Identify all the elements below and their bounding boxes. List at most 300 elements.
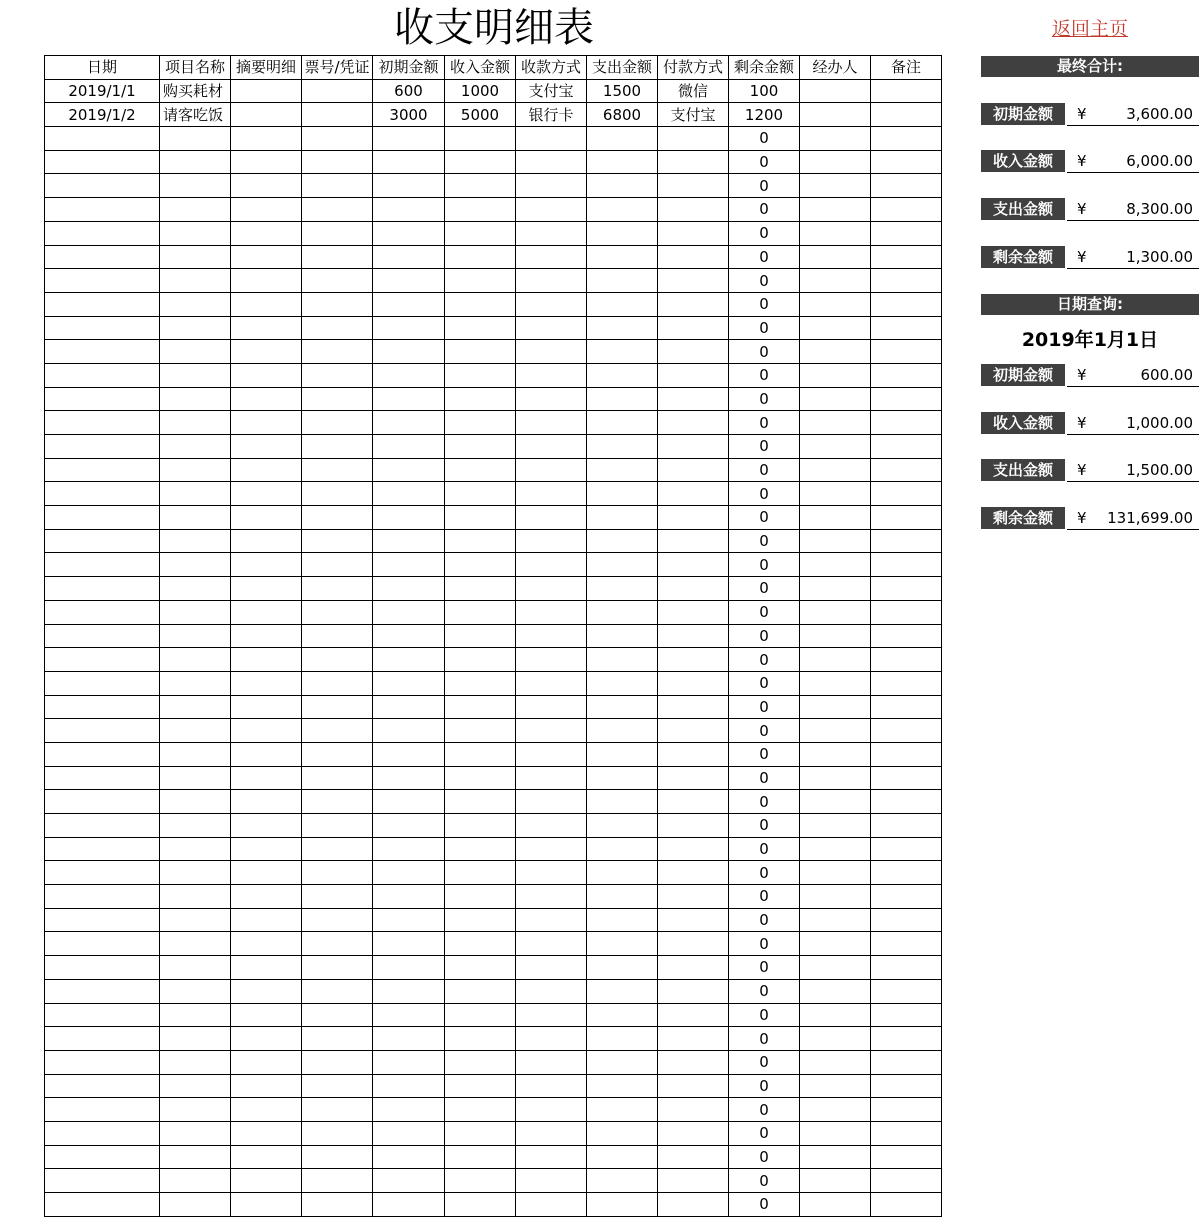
cell-handler[interactable] — [800, 648, 871, 672]
cell-expense-amount[interactable] — [587, 529, 658, 553]
col-header-remarks[interactable]: 备注 — [871, 56, 942, 80]
cell-voucher[interactable] — [302, 363, 373, 387]
cell-handler[interactable] — [800, 553, 871, 577]
cell-remaining-amount[interactable]: 0 — [729, 150, 800, 174]
cell-date[interactable] — [45, 506, 160, 530]
cell-item-name[interactable] — [160, 577, 231, 601]
cell-payment-method[interactable] — [658, 506, 729, 530]
cell-handler[interactable] — [800, 671, 871, 695]
cell-remarks[interactable] — [871, 1027, 942, 1051]
cell-income-amount[interactable] — [445, 245, 516, 269]
cell-voucher[interactable] — [302, 103, 373, 127]
cell-voucher[interactable] — [302, 1193, 373, 1217]
cell-date[interactable] — [45, 695, 160, 719]
cell-income-amount[interactable] — [445, 956, 516, 980]
cell-expense-amount[interactable] — [587, 340, 658, 364]
cell-item-name[interactable] — [160, 245, 231, 269]
cell-date[interactable] — [45, 719, 160, 743]
cell-receipt-method[interactable] — [516, 174, 587, 198]
cell-expense-amount[interactable] — [587, 506, 658, 530]
cell-remarks[interactable] — [871, 292, 942, 316]
cell-receipt-method[interactable] — [516, 245, 587, 269]
cell-handler[interactable] — [800, 292, 871, 316]
cell-handler[interactable] — [800, 411, 871, 435]
cell-receipt-method[interactable] — [516, 1050, 587, 1074]
cell-expense-amount[interactable] — [587, 150, 658, 174]
cell-receipt-method[interactable] — [516, 577, 587, 601]
cell-voucher[interactable] — [302, 695, 373, 719]
cell-income-amount[interactable] — [445, 387, 516, 411]
cell-payment-method[interactable] — [658, 671, 729, 695]
cell-handler[interactable] — [800, 861, 871, 885]
cell-summary[interactable] — [231, 1003, 302, 1027]
cell-handler[interactable] — [800, 885, 871, 909]
cell-remaining-amount[interactable]: 0 — [729, 1027, 800, 1051]
final-total-value-cell[interactable] — [1067, 103, 1199, 126]
cell-receipt-method[interactable] — [516, 932, 587, 956]
cell-voucher[interactable] — [302, 1145, 373, 1169]
cell-summary[interactable] — [231, 482, 302, 506]
cell-item-name[interactable] — [160, 885, 231, 909]
cell-voucher[interactable] — [302, 553, 373, 577]
cell-initial-amount[interactable] — [373, 363, 445, 387]
cell-date[interactable] — [45, 1193, 160, 1217]
cell-remarks[interactable] — [871, 1145, 942, 1169]
cell-handler[interactable] — [800, 269, 871, 293]
cell-date[interactable] — [45, 648, 160, 672]
cell-income-amount[interactable] — [445, 458, 516, 482]
cell-initial-amount[interactable] — [373, 671, 445, 695]
cell-date[interactable] — [45, 837, 160, 861]
cell-receipt-method[interactable] — [516, 814, 587, 838]
cell-receipt-method[interactable] — [516, 719, 587, 743]
cell-remaining-amount[interactable]: 0 — [729, 198, 800, 222]
cell-date[interactable] — [45, 127, 160, 151]
cell-handler[interactable] — [800, 363, 871, 387]
final-total-value-cell[interactable] — [1067, 198, 1199, 221]
cell-initial-amount[interactable] — [373, 766, 445, 790]
cell-voucher[interactable] — [302, 482, 373, 506]
cell-summary[interactable] — [231, 292, 302, 316]
col-header-payment-method[interactable]: 付款方式 — [658, 56, 729, 80]
cell-date[interactable] — [45, 671, 160, 695]
cell-receipt-method[interactable] — [516, 695, 587, 719]
cell-expense-amount[interactable] — [587, 1169, 658, 1193]
cell-expense-amount[interactable] — [587, 198, 658, 222]
cell-summary[interactable] — [231, 956, 302, 980]
cell-item-name[interactable] — [160, 174, 231, 198]
cell-voucher[interactable] — [302, 719, 373, 743]
cell-remaining-amount[interactable]: 0 — [729, 648, 800, 672]
cell-income-amount[interactable] — [445, 814, 516, 838]
cell-receipt-method[interactable] — [516, 956, 587, 980]
cell-expense-amount[interactable] — [587, 908, 658, 932]
cell-date[interactable] — [45, 340, 160, 364]
cell-expense-amount[interactable] — [587, 1027, 658, 1051]
cell-item-name[interactable] — [160, 340, 231, 364]
cell-remarks[interactable] — [871, 837, 942, 861]
cell-handler[interactable] — [800, 387, 871, 411]
cell-remaining-amount[interactable]: 0 — [729, 127, 800, 151]
cell-payment-method[interactable] — [658, 150, 729, 174]
cell-summary[interactable] — [231, 1050, 302, 1074]
cell-receipt-method[interactable] — [516, 529, 587, 553]
cell-voucher[interactable] — [302, 1074, 373, 1098]
cell-remaining-amount[interactable]: 0 — [729, 387, 800, 411]
cell-payment-method[interactable] — [658, 577, 729, 601]
cell-remarks[interactable] — [871, 790, 942, 814]
cell-summary[interactable] — [231, 600, 302, 624]
cell-item-name[interactable] — [160, 1003, 231, 1027]
cell-payment-method[interactable] — [658, 861, 729, 885]
cell-summary[interactable] — [231, 79, 302, 103]
cell-item-name[interactable] — [160, 1074, 231, 1098]
cell-item-name[interactable] — [160, 742, 231, 766]
cell-initial-amount[interactable] — [373, 292, 445, 316]
cell-initial-amount[interactable] — [373, 1121, 445, 1145]
col-header-item-name[interactable]: 项目名称 — [160, 56, 231, 80]
cell-summary[interactable] — [231, 719, 302, 743]
cell-item-name[interactable] — [160, 1193, 231, 1217]
cell-item-name[interactable] — [160, 482, 231, 506]
cell-handler[interactable] — [800, 198, 871, 222]
cell-remaining-amount[interactable]: 0 — [729, 292, 800, 316]
cell-income-amount[interactable] — [445, 316, 516, 340]
cell-expense-amount[interactable] — [587, 837, 658, 861]
cell-payment-method[interactable] — [658, 458, 729, 482]
cell-handler[interactable] — [800, 79, 871, 103]
cell-remarks[interactable] — [871, 435, 942, 459]
cell-handler[interactable] — [800, 529, 871, 553]
cell-receipt-method[interactable] — [516, 1027, 587, 1051]
cell-item-name[interactable] — [160, 1050, 231, 1074]
cell-item-name[interactable] — [160, 814, 231, 838]
cell-item-name[interactable] — [160, 624, 231, 648]
return-home-link[interactable]: 返回主页 — [1051, 18, 1128, 40]
cell-date[interactable] — [45, 221, 160, 245]
cell-receipt-method[interactable] — [516, 671, 587, 695]
cell-payment-method[interactable] — [658, 979, 729, 1003]
cell-remaining-amount[interactable]: 0 — [729, 790, 800, 814]
cell-summary[interactable] — [231, 435, 302, 459]
cell-income-amount[interactable] — [445, 435, 516, 459]
cell-summary[interactable] — [231, 1121, 302, 1145]
cell-date[interactable] — [45, 482, 160, 506]
cell-date[interactable] — [45, 316, 160, 340]
cell-income-amount[interactable] — [445, 908, 516, 932]
cell-remaining-amount[interactable]: 0 — [729, 1169, 800, 1193]
cell-payment-method[interactable] — [658, 648, 729, 672]
cell-remarks[interactable] — [871, 861, 942, 885]
cell-receipt-method[interactable] — [516, 553, 587, 577]
cell-expense-amount[interactable] — [587, 221, 658, 245]
cell-summary[interactable] — [231, 908, 302, 932]
cell-voucher[interactable] — [302, 979, 373, 1003]
cell-expense-amount[interactable] — [587, 814, 658, 838]
cell-payment-method[interactable] — [658, 127, 729, 151]
cell-date[interactable] — [45, 553, 160, 577]
cell-voucher[interactable] — [302, 1121, 373, 1145]
cell-receipt-method[interactable] — [516, 387, 587, 411]
cell-receipt-method[interactable] — [516, 363, 587, 387]
cell-payment-method[interactable] — [658, 198, 729, 222]
cell-income-amount[interactable] — [445, 127, 516, 151]
cell-expense-amount[interactable] — [587, 695, 658, 719]
cell-item-name[interactable] — [160, 387, 231, 411]
cell-remarks[interactable] — [871, 600, 942, 624]
query-date-cell[interactable]: 2019年1月1日 — [1021, 329, 1159, 351]
cell-receipt-method[interactable] — [516, 648, 587, 672]
cell-voucher[interactable] — [302, 790, 373, 814]
cell-item-name[interactable] — [160, 1169, 231, 1193]
cell-voucher[interactable] — [302, 1098, 373, 1122]
cell-item-name[interactable] — [160, 932, 231, 956]
cell-expense-amount[interactable] — [587, 790, 658, 814]
cell-initial-amount[interactable] — [373, 861, 445, 885]
cell-income-amount[interactable]: 1000 — [445, 79, 516, 103]
cell-item-name[interactable] — [160, 1121, 231, 1145]
cell-item-name[interactable] — [160, 600, 231, 624]
cell-income-amount[interactable] — [445, 1098, 516, 1122]
cell-item-name[interactable] — [160, 908, 231, 932]
cell-handler[interactable] — [800, 1027, 871, 1051]
cell-date[interactable] — [45, 885, 160, 909]
cell-payment-method[interactable] — [658, 932, 729, 956]
cell-expense-amount[interactable] — [587, 1003, 658, 1027]
col-header-voucher[interactable]: 票号/凭证 — [302, 56, 373, 80]
cell-remaining-amount[interactable]: 0 — [729, 1003, 800, 1027]
cell-remarks[interactable] — [871, 221, 942, 245]
cell-income-amount[interactable] — [445, 885, 516, 909]
cell-date[interactable] — [45, 1169, 160, 1193]
cell-summary[interactable] — [231, 127, 302, 151]
cell-voucher[interactable] — [302, 885, 373, 909]
cell-expense-amount[interactable] — [587, 1121, 658, 1145]
cell-voucher[interactable] — [302, 245, 373, 269]
cell-summary[interactable] — [231, 1027, 302, 1051]
cell-payment-method[interactable] — [658, 1098, 729, 1122]
cell-voucher[interactable] — [302, 174, 373, 198]
cell-remarks[interactable] — [871, 885, 942, 909]
cell-receipt-method[interactable] — [516, 837, 587, 861]
cell-initial-amount[interactable] — [373, 719, 445, 743]
cell-payment-method[interactable] — [658, 1193, 729, 1217]
col-header-date[interactable]: 日期 — [45, 56, 160, 80]
cell-voucher[interactable] — [302, 1003, 373, 1027]
cell-income-amount[interactable] — [445, 198, 516, 222]
cell-item-name[interactable] — [160, 979, 231, 1003]
cell-voucher[interactable] — [302, 742, 373, 766]
cell-expense-amount[interactable] — [587, 363, 658, 387]
cell-initial-amount[interactable] — [373, 221, 445, 245]
cell-item-name[interactable] — [160, 198, 231, 222]
cell-receipt-method[interactable]: 支付宝 — [516, 79, 587, 103]
cell-remarks[interactable] — [871, 127, 942, 151]
cell-expense-amount[interactable]: 1500 — [587, 79, 658, 103]
cell-income-amount[interactable] — [445, 1027, 516, 1051]
cell-handler[interactable] — [800, 766, 871, 790]
cell-handler[interactable] — [800, 908, 871, 932]
cell-payment-method[interactable] — [658, 245, 729, 269]
cell-remaining-amount[interactable]: 0 — [729, 435, 800, 459]
cell-receipt-method[interactable] — [516, 885, 587, 909]
cell-remarks[interactable] — [871, 648, 942, 672]
cell-income-amount[interactable] — [445, 1121, 516, 1145]
cell-expense-amount[interactable] — [587, 766, 658, 790]
cell-remarks[interactable] — [871, 150, 942, 174]
cell-item-name[interactable] — [160, 553, 231, 577]
cell-handler[interactable] — [800, 482, 871, 506]
cell-date[interactable] — [45, 1074, 160, 1098]
cell-initial-amount[interactable] — [373, 790, 445, 814]
cell-item-name[interactable] — [160, 269, 231, 293]
cell-expense-amount[interactable] — [587, 1050, 658, 1074]
cell-handler[interactable] — [800, 1121, 871, 1145]
cell-initial-amount[interactable] — [373, 1193, 445, 1217]
cell-item-name[interactable] — [160, 648, 231, 672]
cell-initial-amount[interactable] — [373, 529, 445, 553]
cell-expense-amount[interactable]: 6800 — [587, 103, 658, 127]
cell-remaining-amount[interactable]: 0 — [729, 766, 800, 790]
cell-initial-amount[interactable] — [373, 411, 445, 435]
cell-date[interactable] — [45, 1003, 160, 1027]
cell-voucher[interactable] — [302, 529, 373, 553]
cell-summary[interactable] — [231, 766, 302, 790]
cell-remaining-amount[interactable]: 0 — [729, 221, 800, 245]
cell-item-name[interactable] — [160, 506, 231, 530]
cell-date[interactable] — [45, 245, 160, 269]
cell-expense-amount[interactable] — [587, 1074, 658, 1098]
cell-item-name[interactable] — [160, 1098, 231, 1122]
cell-income-amount[interactable] — [445, 150, 516, 174]
cell-initial-amount[interactable]: 600 — [373, 79, 445, 103]
cell-income-amount[interactable] — [445, 1074, 516, 1098]
cell-expense-amount[interactable] — [587, 979, 658, 1003]
cell-handler[interactable] — [800, 790, 871, 814]
cell-expense-amount[interactable] — [587, 269, 658, 293]
cell-payment-method[interactable] — [658, 790, 729, 814]
cell-remarks[interactable] — [871, 719, 942, 743]
cell-voucher[interactable] — [302, 221, 373, 245]
cell-receipt-method[interactable]: 银行卡 — [516, 103, 587, 127]
cell-expense-amount[interactable] — [587, 482, 658, 506]
cell-date[interactable] — [45, 932, 160, 956]
col-header-handler[interactable]: 经办人 — [800, 56, 871, 80]
cell-voucher[interactable] — [302, 766, 373, 790]
cell-handler[interactable] — [800, 742, 871, 766]
cell-expense-amount[interactable] — [587, 1193, 658, 1217]
cell-date[interactable] — [45, 814, 160, 838]
cell-remarks[interactable] — [871, 458, 942, 482]
cell-initial-amount[interactable] — [373, 127, 445, 151]
cell-initial-amount[interactable] — [373, 1098, 445, 1122]
cell-payment-method[interactable]: 支付宝 — [658, 103, 729, 127]
cell-handler[interactable] — [800, 316, 871, 340]
cell-initial-amount[interactable] — [373, 1169, 445, 1193]
cell-income-amount[interactable] — [445, 269, 516, 293]
cell-date[interactable] — [45, 529, 160, 553]
cell-payment-method[interactable] — [658, 174, 729, 198]
cell-payment-method[interactable] — [658, 624, 729, 648]
cell-date[interactable] — [45, 150, 160, 174]
cell-handler[interactable] — [800, 127, 871, 151]
cell-summary[interactable] — [231, 1074, 302, 1098]
cell-remaining-amount[interactable]: 0 — [729, 837, 800, 861]
cell-initial-amount[interactable] — [373, 316, 445, 340]
cell-voucher[interactable] — [302, 79, 373, 103]
cell-item-name[interactable] — [160, 837, 231, 861]
cell-remaining-amount[interactable]: 0 — [729, 529, 800, 553]
cell-date[interactable] — [45, 1098, 160, 1122]
cell-voucher[interactable] — [302, 150, 373, 174]
cell-remaining-amount[interactable]: 0 — [729, 1098, 800, 1122]
cell-initial-amount[interactable] — [373, 174, 445, 198]
cell-handler[interactable] — [800, 1193, 871, 1217]
cell-expense-amount[interactable] — [587, 932, 658, 956]
col-header-remaining-amount[interactable]: 剩余金额 — [729, 56, 800, 80]
cell-payment-method[interactable] — [658, 1145, 729, 1169]
cell-summary[interactable] — [231, 198, 302, 222]
cell-receipt-method[interactable] — [516, 340, 587, 364]
cell-payment-method[interactable] — [658, 269, 729, 293]
cell-initial-amount[interactable] — [373, 1145, 445, 1169]
cell-handler[interactable] — [800, 1169, 871, 1193]
cell-payment-method[interactable] — [658, 766, 729, 790]
cell-remaining-amount[interactable]: 0 — [729, 908, 800, 932]
cell-initial-amount[interactable] — [373, 150, 445, 174]
cell-receipt-method[interactable] — [516, 316, 587, 340]
cell-summary[interactable] — [231, 648, 302, 672]
cell-payment-method[interactable] — [658, 529, 729, 553]
cell-voucher[interactable] — [302, 411, 373, 435]
cell-remaining-amount[interactable]: 0 — [729, 695, 800, 719]
cell-remaining-amount[interactable]: 0 — [729, 861, 800, 885]
cell-remarks[interactable] — [871, 387, 942, 411]
cell-summary[interactable] — [231, 245, 302, 269]
cell-income-amount[interactable] — [445, 221, 516, 245]
cell-summary[interactable] — [231, 695, 302, 719]
cell-handler[interactable] — [800, 1003, 871, 1027]
cell-remaining-amount[interactable]: 0 — [729, 742, 800, 766]
date-query-value-cell[interactable] — [1067, 364, 1199, 387]
cell-payment-method[interactable] — [658, 908, 729, 932]
cell-remarks[interactable] — [871, 363, 942, 387]
cell-summary[interactable] — [231, 174, 302, 198]
cell-income-amount[interactable] — [445, 742, 516, 766]
cell-payment-method[interactable] — [658, 600, 729, 624]
cell-item-name[interactable] — [160, 719, 231, 743]
cell-date[interactable] — [45, 1121, 160, 1145]
cell-initial-amount[interactable] — [373, 742, 445, 766]
cell-expense-amount[interactable] — [587, 411, 658, 435]
cell-receipt-method[interactable] — [516, 766, 587, 790]
cell-remaining-amount[interactable]: 0 — [729, 671, 800, 695]
cell-summary[interactable] — [231, 221, 302, 245]
cell-item-name[interactable] — [160, 956, 231, 980]
cell-initial-amount[interactable] — [373, 387, 445, 411]
cell-summary[interactable] — [231, 553, 302, 577]
cell-remaining-amount[interactable]: 0 — [729, 1050, 800, 1074]
cell-item-name[interactable] — [160, 1027, 231, 1051]
cell-voucher[interactable] — [302, 316, 373, 340]
cell-expense-amount[interactable] — [587, 577, 658, 601]
cell-receipt-method[interactable] — [516, 908, 587, 932]
cell-expense-amount[interactable] — [587, 956, 658, 980]
cell-item-name[interactable] — [160, 695, 231, 719]
cell-handler[interactable] — [800, 719, 871, 743]
cell-handler[interactable] — [800, 435, 871, 459]
cell-income-amount[interactable] — [445, 790, 516, 814]
